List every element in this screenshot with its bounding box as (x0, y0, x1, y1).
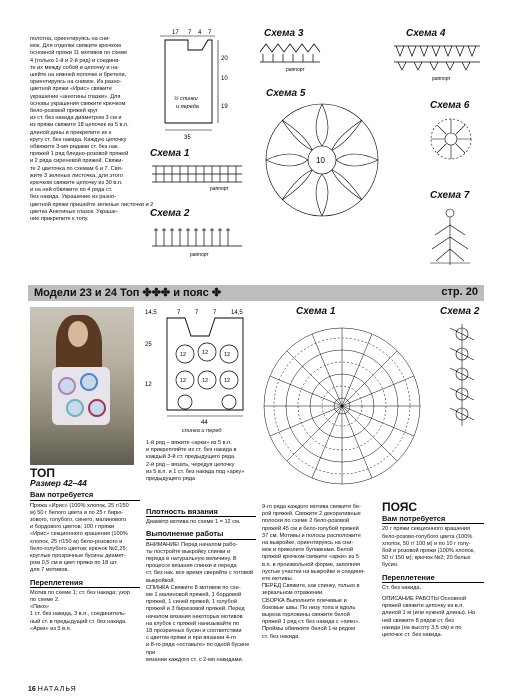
svg-text:12: 12 (202, 350, 209, 356)
text-line: боковые швы. По низу топа и вдоль (262, 604, 356, 611)
col4-weave-heading: Переплетение (382, 574, 484, 583)
svg-text:12: 12 (224, 352, 231, 358)
text-line: ст. без накида. (262, 633, 300, 640)
row-note-line: 2-й ряд – вязать, чередуя цепочку (146, 461, 235, 468)
svg-text:12: 12 (145, 382, 152, 388)
text-line: жите 3 зеленых листочка, для этого (30, 172, 123, 179)
section-bar (28, 285, 484, 301)
label-back-front: спинка и перед (182, 428, 222, 434)
weave-line: 1 ст. без накида, 3 в.п., соединитель- (30, 611, 126, 618)
text-line: шейте на нижней полочке и бретели, (30, 72, 127, 79)
text-line: рой пряжей. Свяжите 2 декоративные (262, 511, 361, 518)
text-line: длиной дины и прикрепите их к (30, 129, 112, 136)
text-line: 4 (только 1-й и 2-й ряд) и соедини- (30, 57, 121, 64)
work-line: СПИНКА Свяжите 8 мотивов по схе- (146, 584, 241, 591)
rapport-4: раппорт (432, 76, 451, 82)
svg-text:12: 12 (202, 378, 209, 384)
text-line: без накида. Украшение из разно- (30, 194, 116, 201)
work-line: процессе вязания спинки и переда (146, 563, 237, 570)
need-line: бусин. (382, 562, 399, 569)
text-line: цветной пряжи «Ирис» свяжите (30, 86, 113, 93)
work-line: пряжей, 1 синей пряжей, 1 голубой (146, 599, 237, 606)
schema-1-large-diagram (262, 316, 422, 496)
text-line: выреза горловины свяжите белой (262, 612, 350, 619)
col-1 (30, 466, 140, 633)
text-line: пряжей 1 ряд ст. без накида с «пико». (262, 619, 360, 626)
work-line: и 8-го ряда «оставьте» по одной бусине при (146, 642, 250, 656)
work-line: пряжей свяжите цепочку из в.п. (382, 603, 464, 610)
text-line: в.п. в произвольной форме, заполняя (262, 561, 361, 568)
text-line: и 2 ряда сиреневой пряжей. Свяжи- (30, 158, 124, 165)
text-line: полотна, ориентируясь на сни- (30, 36, 111, 42)
work-line: на клубок с пряжей нанизывайте по (146, 620, 240, 627)
col1-need-heading: Вам потребуется (30, 491, 140, 500)
weave-line: по схеме 2. (30, 597, 60, 604)
need-line: ром 0,5 см в цвет пряжи по 18 шт. (30, 560, 118, 567)
dim-top-2: 7 (188, 30, 192, 36)
need-line: для 7 мотивов. (30, 567, 69, 574)
text-line: из пряжи свяжите 18 цепочек из 5 в.п. (30, 122, 129, 129)
work-line: накида (на высоту 3,5 см) и по (382, 624, 462, 631)
svg-text:12: 12 (180, 378, 187, 384)
text-line: пряжей крючком свяжите «арки» из 5 (262, 554, 359, 561)
text-line: основной пряжи 11 мотивов по схеме (30, 50, 128, 57)
need-line: и бордового цветов; 100 г пряжи (30, 524, 115, 531)
col1-weave-heading: Переплетения (30, 579, 140, 588)
text-line: СБОРКА Выполните плечевые и (262, 597, 347, 604)
text-line: обвяжите 3-мя рядами ст. без нак. (30, 144, 119, 151)
need-line: круглые прозрачные бусины диамет- (30, 553, 126, 560)
row-note-line: и прикрепляйте их ст. без накида в (146, 447, 237, 454)
text-line: ете мотивы. (262, 576, 294, 583)
center-10: 10 (316, 156, 325, 165)
dim-top-3: 4 (198, 30, 202, 36)
rapport-3: раппорт (286, 67, 305, 73)
text-line: мок и приколите булавками. Белой (262, 547, 353, 554)
page-number: 16 (28, 686, 36, 693)
text-line: цветной пряжи пришейте зеленые листочки и 2 (30, 201, 154, 208)
need-line: бело-голубого цветов; крючок №2,25; (30, 545, 128, 552)
label-schema-1: Схема 1 (150, 148, 190, 159)
text-line: ориентируясь на снимок. Из разно- (30, 79, 122, 86)
row-note-line: 1-й ряд – вяжите «арки» из 5 в.п. (146, 440, 232, 446)
need-line: 20 г пряжи секционного крашения (382, 526, 471, 533)
work-line: пряжей и 3 бирюзовой пряжей. Перед (146, 606, 245, 613)
text-line: бело-розовой пряжей круг (30, 108, 98, 115)
dim-right-2: 10 (221, 76, 228, 82)
schema-5-diagram (262, 100, 382, 220)
col2-work-heading: Выполнение работы (146, 530, 256, 539)
col-3 (262, 504, 378, 641)
col4-weave: Ст. без накида. (382, 584, 422, 591)
need-line: хлопок, 25 г/150 м) бело-розового и (30, 538, 123, 545)
text-line: из ст. без накида диаметром 3 см и (30, 115, 122, 122)
schema-2-small-diagram (444, 320, 480, 430)
work-line: цепочке ст. без накида. (382, 632, 443, 639)
svg-text:7: 7 (195, 310, 199, 316)
work-line: переда в натуральную величину. В (146, 556, 237, 563)
text-line: пряжей 1 ряд бледно-розовой пряжей (30, 151, 129, 158)
text-line: украшение «анютины глазки». Для (30, 93, 121, 100)
work-line: вязании каждого ст. с 2-мя накидами. (146, 656, 244, 663)
need-line: зового, голубого, синего, малинового (30, 517, 127, 524)
text-line: ние прикрепите к топу. (30, 216, 89, 223)
dim-bottom: 35 (184, 135, 191, 141)
svg-text:25: 25 (145, 342, 152, 348)
dim-top-4: 7 (208, 30, 212, 36)
text-line: и на ней обвяжите по 4 ряда ст. (30, 187, 113, 194)
label-schema-2-b: Схема 2 (440, 306, 480, 317)
svg-text:7: 7 (177, 310, 181, 316)
weave-line: ный ст. в предыдущий ст. без накида. (30, 618, 127, 625)
svg-text:14,5: 14,5 (145, 310, 157, 316)
need-line: м) 50 г белого цвета и по 25 г бирю- (30, 509, 124, 516)
weave-line: «Пико» (30, 604, 49, 611)
work-line: началом вязания некоторых мотивов (146, 613, 243, 620)
schema-3-diagram (258, 42, 328, 72)
col1-size: Размер 42–44 (30, 478, 87, 489)
schema-6-diagram (426, 114, 476, 164)
schema-2-top-diagram (150, 222, 245, 262)
work-line: ВНИМАНИЕ! Перед началом рабо- (146, 541, 238, 548)
need-line: бой и розовой пряжи (100% хлопок, (382, 548, 475, 555)
section-page: стр. 20 (441, 286, 478, 298)
text-line: Проймы обвяжите белой 1-м рядом (262, 626, 355, 633)
text-line: ПЕРЕД Свяжите, как спинку, только в (262, 583, 360, 590)
text-line: мок. Для отделки свяжите крючком (30, 43, 121, 50)
text-line: 9-го ряда каждого мотива свяжите бе- (262, 504, 361, 510)
svg-text:7: 7 (213, 310, 217, 316)
svg-text:12: 12 (180, 352, 187, 358)
col-2 (146, 504, 256, 664)
pattern-half-back-front (160, 28, 240, 143)
text-line: полоски по схеме 2 бело-розовой (262, 518, 350, 525)
row-notes (146, 440, 264, 483)
need-line: хлопок, 50 г/ 100 м) и по 10 г голу- (382, 540, 471, 547)
dim-44: 44 (201, 420, 208, 426)
text-line: пряжей 45 см и бело-голубой пряжей (262, 525, 359, 532)
row-note-line: из 5 в.п. и 1 ст. без накида под «арку» (146, 468, 245, 475)
weave-line: «Арки» из 5 в.п. (30, 625, 72, 632)
schema-7-diagram (420, 205, 480, 267)
text-line: зеркальном отражении. (262, 590, 324, 597)
weave-line: Мотив по схеме 1; ст. без накида; узор (30, 589, 130, 596)
work-line: ты постройте выкройку спинки и (146, 548, 231, 555)
col2-density-heading: Плотность вязания (146, 508, 256, 517)
text-line: на выкройке, ориентируясь на сни- (262, 540, 354, 547)
label-schema-6: Схема 6 (430, 100, 470, 111)
rapport-2: раппорт (190, 252, 209, 258)
label-schema-2: Схема 2 (150, 208, 190, 219)
col2-density: Диаметр мотива по схеме 1 = 12 см. (146, 519, 241, 526)
text-line: пустые участки на выкройке и соединя- (262, 568, 365, 575)
svg-text:и переда: и переда (176, 104, 199, 110)
work-line: ст. без нак. все время сверяйте с готовой (146, 570, 254, 577)
text-line: цветка Анютиных глазок. Украше- (30, 208, 118, 215)
need-line: 50 г/ 150 м); крючок №2; 20 белых (382, 555, 471, 562)
pattern-back-front (145, 306, 255, 426)
col4-title: ПОЯС (382, 500, 418, 514)
col-4 (382, 500, 484, 639)
label-schema-4: Схема 4 (406, 28, 446, 39)
need-line: «Ирис» секционного крашения (100% (30, 531, 128, 538)
need-line: бело-розово-голубого цвета (100% (382, 533, 473, 540)
page-footer (28, 686, 77, 693)
svg-text:14,5: 14,5 (231, 310, 243, 316)
text-line: те их между собой в цепочку и на- (30, 64, 120, 71)
text-line: крючком свяжите цепочку из 30 в.п. (30, 180, 123, 187)
label-schema-1-b: Схема 1 (296, 306, 336, 317)
work-line: 18 прозрачных бусин и соответствии (146, 628, 242, 635)
schema-1-top-diagram (150, 162, 245, 192)
row-note-line: каждый 3-й ст. предыдущего ряда. (146, 454, 236, 461)
schema-4-diagram (392, 42, 482, 82)
top-text (30, 36, 155, 223)
work-line: выкройкой. (146, 577, 176, 584)
dim-top-1: 17 (172, 30, 179, 36)
label-schema-5: Схема 5 (266, 88, 306, 99)
work-line: ме 1 малиновой пряжей, 1 бордовой (146, 592, 242, 599)
pattern-label: ½ спинки (174, 96, 198, 102)
text-line: кругу ст. без накида. Каждую цепочку (30, 136, 127, 143)
dim-right-3: 19 (221, 104, 228, 110)
svg-text:12: 12 (224, 378, 231, 384)
text-line: те 2 цветочка по схемам 6 и 7. Свя- (30, 165, 123, 172)
text-line: 37 см. Мотивы и полосы расположите (262, 532, 361, 539)
label-schema-7: Схема 7 (430, 190, 470, 201)
col1-title: ТОП (30, 466, 55, 480)
col4-need-heading: Вам потребуется (382, 515, 484, 524)
model-photo (30, 307, 134, 465)
work-line: ней свяжите 8 рядов ст. без (382, 617, 454, 624)
rapport-1: раппорт (210, 186, 229, 192)
dim-right-1: 20 (221, 56, 228, 62)
text-line: основы украшения свяжите крючком (30, 100, 126, 107)
magazine-name: НАТАЛЬЯ (37, 686, 77, 693)
label-schema-3: Схема 3 (264, 28, 304, 39)
section-title: Модели 23 и 24 Топ ✤✤✤ и пояс ✤ (34, 287, 222, 299)
row-note-line: предыдущего ряда (146, 476, 196, 483)
work-line: длиной 1 м (или нужной длины). На (382, 610, 475, 617)
work-line: с цветом пряжи и при вязании 4-го (146, 635, 236, 642)
work-line: ОПИСАНИЕ РАБОТЫ Основной (382, 596, 466, 603)
need-line: Пряжа «Ирис» (100% хлопок, 25 г/150 (30, 502, 129, 509)
